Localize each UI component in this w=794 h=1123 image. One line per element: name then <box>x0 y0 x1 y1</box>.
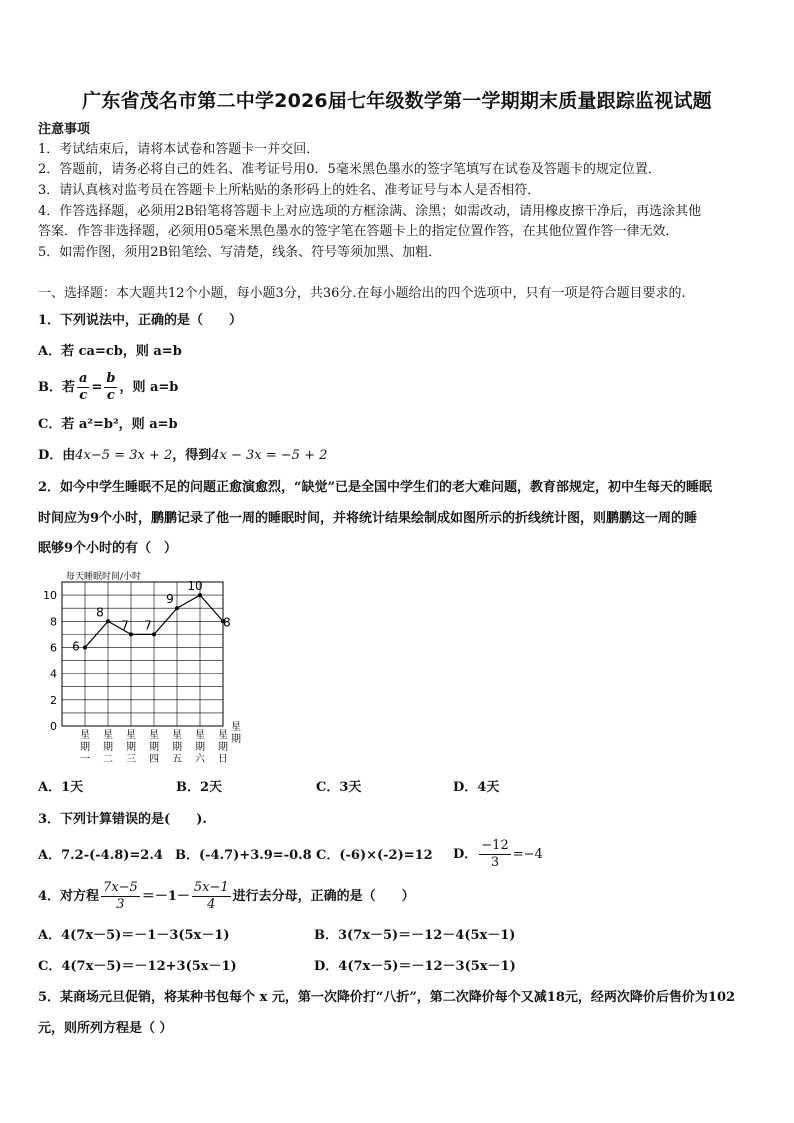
y-tick-label: 10 <box>43 589 57 603</box>
x-axis-label: 星 <box>231 722 241 733</box>
page-title: 广东省茂名市第二中学2026届七年级数学第一学期期末质量跟踪监视试题 <box>82 90 712 112</box>
x-tick-label: 二 <box>103 754 113 765</box>
equation-1: 4x−5 = 3x + 2 <box>75 448 173 463</box>
data-point <box>175 606 179 610</box>
question-2-stem-line: 时间应为9个小时，鹏鹏记录了他一周的睡眠时间，并将统计结果绘制成如图所示的折线统计图，则鹏鹏这一周的睡 <box>38 511 698 526</box>
x-tick-label: 星 <box>218 730 228 741</box>
y-tick-label: 2 <box>50 693 57 707</box>
option-b-label: B．若 <box>38 380 75 395</box>
x-tick-label: 星 <box>149 730 159 741</box>
question-1-option-d: D．由4x−5 = 3x + 2，得到4x − 3x = −5 + 2 <box>38 448 328 463</box>
x-tick-label: 星 <box>195 730 205 741</box>
x-tick-label: 一 <box>80 754 90 765</box>
data-label: 7 <box>144 618 152 633</box>
question-3-option-d: D． $\frac{-12}{3}$ =−4 <box>453 838 543 870</box>
fraction-b-over-c: $\frac{b}{c}$ <box>106 371 116 403</box>
question-4-option-a: A．4(7x－5)＝－1－3(5x－1) <box>38 928 230 943</box>
data-label: 8 <box>96 605 104 620</box>
data-label: 6 <box>72 639 80 654</box>
question-1-option-a: A．若 ca=cb，则 a=b <box>38 344 182 359</box>
x-tick-label: 三 <box>126 754 136 765</box>
data-label: 7 <box>121 618 129 633</box>
x-tick-label: 期 <box>172 742 182 753</box>
y-tick-label: 4 <box>50 667 57 681</box>
x-tick-label: 期 <box>218 742 228 753</box>
question-2-option-a: A．1天 <box>38 780 84 795</box>
x-tick-label: 星 <box>80 730 90 741</box>
notice-item: 1．考试结束后，请将本试卷和答题卡一并交回． <box>38 142 320 157</box>
question-2-option-b: B．2天 <box>176 780 223 795</box>
data-point <box>129 632 133 636</box>
question-2-option-c: C．3天 <box>316 780 362 795</box>
y-tick-label: 0 <box>50 720 57 733</box>
question-3-option-a: A．7.2-(-4.8)=2.4 <box>38 848 163 863</box>
question-4-option-c: C．4(7x－5)＝－12+3(5x－1) <box>38 959 237 974</box>
y-tick-label: 8 <box>50 615 57 629</box>
x-tick-label: 星 <box>103 730 113 741</box>
x-axis-label: 期 <box>231 734 241 745</box>
question-2-stem-line: 2．如今中学生睡眠不足的问题正愈演愈烈，“缺觉”已是全国中学生们的老大难问题，教育部规定，初中生每天的睡眠 <box>38 480 713 495</box>
question-4-option-d: D．4(7x－5)＝－12－3(5x－1) <box>314 959 516 974</box>
y-axis-label: 每天睡眠时间/小时 <box>66 572 142 582</box>
question-1-option-b <box>38 371 178 405</box>
question-3-option-c: C．(-6)×(-2)=12 <box>316 848 433 863</box>
option-b-conclusion: ，则 a=b <box>119 380 179 395</box>
fraction-a-over-c: $\frac{a}{c}$ <box>79 371 88 403</box>
data-point <box>106 619 110 623</box>
sleep-line-chart <box>38 568 248 768</box>
question-1-stem: 1．下列说法中，正确的是（ ） <box>38 313 243 328</box>
x-tick-label: 星 <box>126 730 136 741</box>
data-label: 10 <box>187 579 203 594</box>
question-2-stem-line: 眠够9个小时的有（ ） <box>38 541 178 556</box>
notice-item: 答案．作答非选择题，必须用05毫米黑色墨水的签字笔在答题卡上的指定位置作答，在其他位置作答一律无效． <box>38 224 679 239</box>
x-tick-label: 期 <box>80 742 90 753</box>
question-3-option-b: B．(-4.7)+3.9=-0.8 <box>175 848 312 863</box>
question-5-stem-line: 元，则所列方程是（ ） <box>38 1021 173 1036</box>
data-label: 9 <box>166 592 174 607</box>
question-2-option-d: D．4天 <box>453 780 500 795</box>
question-3-stem: 3．下列计算错误的是( ). <box>38 812 207 827</box>
question-1-option-c: C．若 a²=b²，则 a=b <box>38 417 178 432</box>
x-tick-label: 期 <box>149 742 159 753</box>
fraction-neg12-over-3: $\frac{-12}{3}$ <box>481 838 509 870</box>
equation-2: 4x − 3x = −5 + 2 <box>211 448 328 463</box>
notice-heading: 注意事项 <box>38 122 91 137</box>
x-tick-label: 五 <box>172 754 182 765</box>
notice-item: 5．如需作图，须用2B铅笔绘、写清楚，线条、符号等须加黑、加粗． <box>38 245 442 260</box>
data-point <box>83 645 87 649</box>
section-heading: 一、选择题：本大题共12个小题，每小题3分，共36分.在每小题给出的四个选项中，只有一项是符合题目要求的. <box>38 286 686 301</box>
x-tick-label: 期 <box>103 742 113 753</box>
x-tick-label: 星 <box>172 730 182 741</box>
x-tick-label: 期 <box>126 742 136 753</box>
data-label: 8 <box>223 615 231 630</box>
question-4-option-b: B．3(7x－5)＝－12－4(5x－1) <box>314 928 516 943</box>
notice-item: 3．请认真核对监考员在答题卡上所粘贴的条形码上的姓名、准考证号与本人是否相符． <box>38 183 541 198</box>
equals-sign: = <box>91 380 103 395</box>
y-tick-label: 6 <box>50 641 57 655</box>
x-tick-label: 日 <box>218 754 228 765</box>
x-tick-label: 六 <box>195 754 205 765</box>
data-point <box>152 632 156 636</box>
question-5-stem-line: 5．某商场元旦促销，将某种书包每个 x 元，第一次降价打“八折”，第二次降价每个又减18元，经两次降价后售价为102 <box>38 990 736 1005</box>
question-4-stem: 4．对方程 $\frac{7x-5}{3}$ ＝－1－ $\frac{5x-1}{4}$ 进行去分母，正确的是（ ） <box>38 880 415 912</box>
plot-frame <box>62 582 223 726</box>
fraction-5x-1-over-4: $\frac{5x-1}{4}$ <box>193 880 229 912</box>
x-tick-label: 四 <box>149 754 159 765</box>
fraction-7x-5-over-3: $\frac{7x-5}{3}$ <box>103 880 138 912</box>
notice-item: 2．答题前，请务必将自己的姓名、准考证号用0．5毫米黑色墨水的签字笔填写在试卷及答题卡的规定位置． <box>38 162 661 177</box>
x-tick-label: 期 <box>195 742 205 753</box>
data-point <box>198 593 202 597</box>
notice-item: 4．作答选择题，必须用2B铅笔将答题卡上对应选项的方框涂满、涂黑；如需改动，请用橡皮擦干净后，再选涂其他 <box>38 204 702 219</box>
